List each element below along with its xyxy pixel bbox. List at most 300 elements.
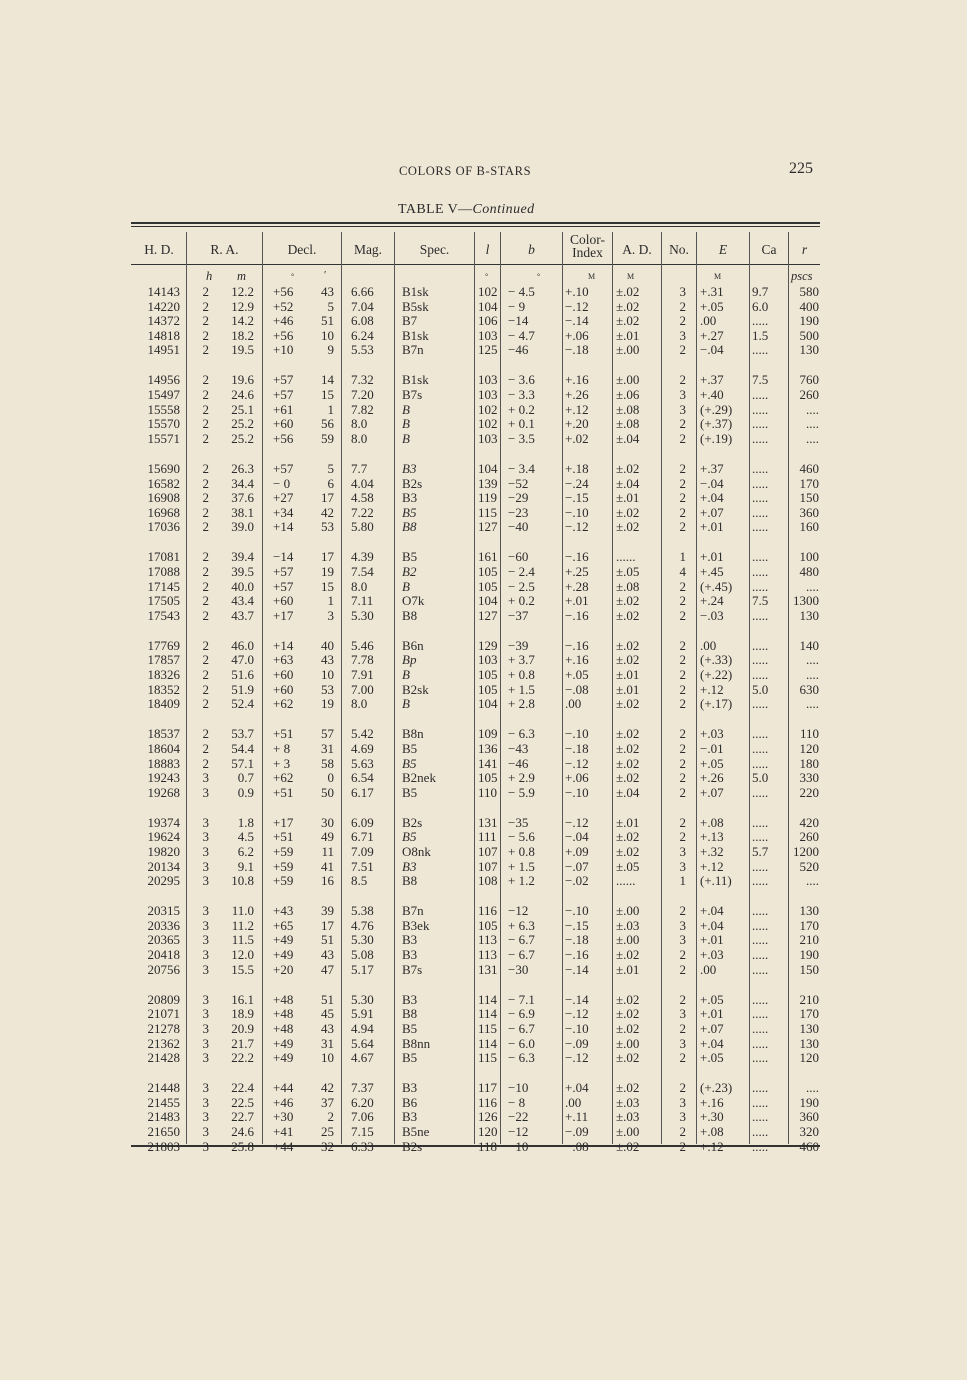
cell-ra-h: 3	[202, 1050, 209, 1066]
cell-mag: 5.64	[351, 1035, 374, 1051]
cell-ca: .....	[752, 814, 769, 830]
cell-l: 104	[478, 460, 498, 476]
cell-b: − 6.7	[508, 932, 535, 948]
header-ci-line2: Index	[572, 245, 603, 260]
cell-ad: ±.02	[616, 740, 640, 756]
cell-mag: 7.51	[351, 858, 374, 874]
cell-hd: 19243	[147, 770, 180, 786]
cell-decl-deg: + 3	[273, 755, 291, 771]
cell-hd: 16582	[147, 475, 180, 491]
cell-color-index: −.18	[565, 740, 589, 756]
cell-e: +.03	[700, 947, 724, 963]
cell-decl-min: 5	[327, 298, 334, 314]
cell-no: 2	[679, 961, 686, 977]
cell-color-index: −.10	[565, 903, 589, 919]
cell-mag: 5.30	[351, 932, 374, 948]
cell-b: − 2.4	[508, 564, 535, 579]
header-no: No.	[669, 242, 689, 257]
table-row	[0, 816, 967, 831]
cell-hd: 15690	[147, 460, 180, 476]
table-row	[0, 742, 967, 757]
cell-e: +.08	[700, 1124, 724, 1139]
cell-ra-m: 16.1	[231, 991, 254, 1007]
cell-hd: 21071	[147, 1006, 180, 1022]
cell-spec: B3	[402, 932, 418, 948]
cell-e: +.16	[700, 1094, 724, 1110]
cell-hd: 14372	[147, 313, 180, 329]
unit-ra-m: m	[237, 269, 247, 283]
cell-decl-deg: +17	[273, 607, 294, 623]
cell-color-index: +.16	[565, 652, 589, 668]
cell-hd: 21483	[147, 1109, 180, 1125]
cell-decl-deg: +59	[273, 873, 294, 889]
cell-no: 2	[679, 814, 686, 830]
cell-color-index: −.12	[565, 1050, 589, 1066]
cell-r: ....	[806, 1080, 819, 1096]
cell-ra-m: 40.0	[231, 578, 254, 594]
cell-decl-min: 5	[327, 460, 334, 476]
cell-b: + 3.7	[508, 652, 535, 668]
cell-decl-min: 57	[321, 726, 334, 742]
cell-hd: 18604	[147, 740, 180, 756]
cell-b: − 3.3	[508, 387, 535, 403]
cell-r: 130	[799, 607, 819, 623]
cell-decl-deg: +49	[273, 947, 294, 963]
cell-ad: ±.00	[616, 932, 640, 948]
cell-e: +.05	[700, 298, 724, 314]
cell-no: 2	[679, 578, 686, 594]
cell-mag: 7.78	[351, 652, 374, 668]
cell-color-index: −.07	[565, 858, 589, 874]
cell-hd: 21278	[147, 1020, 180, 1036]
cell-ra-h: 2	[202, 284, 209, 299]
cell-ca: .....	[752, 1006, 769, 1022]
table-row	[0, 300, 967, 315]
cell-decl-deg: +51	[273, 784, 294, 800]
cell-hd: 19624	[147, 829, 180, 845]
cell-b: − 8	[508, 1094, 526, 1110]
cell-e: (+.37)	[700, 416, 733, 432]
cell-mag: 5.17	[351, 961, 374, 977]
cell-ra-m: 11.0	[231, 903, 254, 919]
cell-e: +.01	[700, 549, 724, 565]
cell-decl-deg: +60	[273, 681, 294, 697]
cell-color-index: +.25	[565, 564, 589, 579]
cell-e: +.12	[700, 1138, 724, 1154]
cell-decl-min: 10	[321, 327, 334, 343]
cell-decl-deg: +57	[273, 578, 294, 594]
cell-b: − 7.1	[508, 991, 535, 1007]
cell-color-index: +.06	[565, 327, 589, 343]
cell-decl-min: 32	[321, 1138, 334, 1154]
cell-decl-min: 51	[321, 932, 334, 948]
cell-r: ....	[806, 696, 819, 712]
cell-l: 113	[478, 947, 498, 963]
cell-l: 105	[478, 564, 498, 579]
cell-decl-deg: +44	[273, 1138, 294, 1154]
cell-no: 2	[679, 903, 686, 919]
cell-color-index: −.14	[565, 313, 589, 329]
cell-ca: .....	[752, 696, 769, 712]
cell-spec: O7k	[402, 593, 425, 609]
cell-decl-deg: +51	[273, 726, 294, 742]
cell-ad: ±.02	[616, 519, 640, 535]
cell-ca: 6.0	[752, 298, 769, 314]
cell-no: 3	[679, 917, 686, 933]
table-row	[0, 491, 967, 506]
cell-ra-m: 53.7	[231, 726, 254, 742]
cell-no: 2	[679, 593, 686, 609]
cell-mag: 5.53	[351, 342, 374, 358]
cell-decl-deg: + 8	[273, 740, 291, 756]
cell-decl-min: 42	[321, 504, 334, 520]
cell-ca: .....	[752, 1035, 769, 1051]
cell-ca: .....	[752, 947, 769, 963]
cell-mag: 7.06	[351, 1109, 374, 1125]
cell-mag: 5.63	[351, 755, 374, 771]
cell-ca: .....	[752, 991, 769, 1007]
cell-mag: 4.76	[351, 917, 374, 933]
cell-decl-deg: +41	[273, 1124, 294, 1139]
cell-l: 125	[478, 342, 498, 358]
cell-ad: ±.02	[616, 1080, 640, 1096]
cell-e: (+.33)	[700, 652, 733, 668]
cell-r: 150	[799, 490, 819, 506]
cell-l: 105	[478, 681, 498, 697]
table-row	[0, 343, 967, 358]
cell-ra-m: 43.7	[231, 607, 254, 623]
cell-hd: 14143	[147, 284, 180, 299]
cell-b: −10	[508, 1138, 529, 1154]
cell-no: 2	[679, 313, 686, 329]
cell-color-index: −.24	[565, 475, 589, 491]
cell-ad: ±.01	[616, 961, 640, 977]
cell-ad: ±.02	[616, 755, 640, 771]
cell-ra-m: 47.0	[231, 652, 254, 668]
cell-color-index: −.10	[565, 1020, 589, 1036]
cell-mag: 6.08	[351, 313, 374, 329]
unit-b-deg: °	[537, 272, 541, 281]
table-row	[0, 285, 967, 300]
cell-ad: ±.02	[616, 593, 640, 609]
cell-l: 105	[478, 667, 498, 683]
table-title	[398, 202, 534, 218]
header-spec: Spec.	[419, 242, 450, 257]
cell-ca: .....	[752, 416, 769, 432]
cell-mag: 7.82	[351, 401, 374, 417]
table-title-continued: Continued	[472, 202, 535, 217]
cell-l: 103	[478, 430, 498, 446]
cell-l: 120	[478, 1124, 498, 1139]
cell-spec: B3ek	[402, 917, 430, 933]
cell-ca: .....	[752, 1050, 769, 1066]
cell-r: ....	[806, 578, 819, 594]
table-row	[0, 771, 967, 786]
unit-ra-h: h	[206, 269, 213, 283]
cell-r: 110	[799, 726, 819, 742]
cell-ad: ±.00	[616, 1035, 640, 1051]
cell-color-index: −.12	[565, 755, 589, 771]
table-row	[0, 639, 967, 654]
cell-b: + 1.2	[508, 873, 535, 889]
cell-ra-m: 43.4	[231, 593, 254, 609]
cell-no: 2	[679, 1124, 686, 1139]
cell-decl-min: 41	[321, 858, 334, 874]
cell-color-index: +.28	[565, 578, 589, 594]
cell-ad: ±.03	[616, 1109, 640, 1125]
cell-ra-m: 51.6	[231, 667, 254, 683]
cell-decl-deg: +62	[273, 696, 294, 712]
cell-e: −.04	[700, 475, 724, 491]
cell-spec: B8nn	[402, 1035, 431, 1051]
cell-color-index: −.10	[565, 726, 589, 742]
cell-hd: 17543	[147, 607, 180, 623]
table-row	[0, 1007, 967, 1022]
cell-ra-h: 3	[202, 858, 209, 874]
cell-mag: 6.24	[351, 327, 374, 343]
table-row	[0, 904, 967, 919]
cell-hd: 15558	[147, 401, 180, 417]
cell-l: 102	[478, 401, 498, 417]
cell-e: (+.19)	[700, 430, 733, 446]
cell-ra-h: 3	[202, 770, 209, 786]
cell-decl-deg: +59	[273, 844, 294, 859]
cell-decl-min: 1	[327, 401, 334, 417]
cell-e: +.04	[700, 917, 724, 933]
cell-r: 400	[799, 298, 819, 314]
cell-ra-h: 3	[202, 1094, 209, 1110]
table-row	[0, 609, 967, 624]
table-row	[0, 1096, 967, 1111]
cell-ca: .....	[752, 460, 769, 476]
cell-ra-h: 3	[202, 917, 209, 933]
cell-mag: 5.46	[351, 637, 374, 653]
cell-ad: ±.02	[616, 607, 640, 623]
cell-ca: .....	[752, 578, 769, 594]
cell-ra-h: 2	[202, 726, 209, 742]
cell-l: 161	[478, 549, 498, 565]
cell-decl-deg: +60	[273, 416, 294, 432]
cell-b: − 6.9	[508, 1006, 535, 1022]
cell-decl-deg: +57	[273, 372, 294, 388]
cell-ca: .....	[752, 607, 769, 623]
cell-ca: .....	[752, 387, 769, 403]
cell-e: −.03	[700, 607, 724, 623]
cell-ca: .....	[752, 342, 769, 358]
cell-ra-h: 2	[202, 401, 209, 417]
cell-hd: 17857	[147, 652, 180, 668]
cell-color-index: −.14	[565, 961, 589, 977]
cell-decl-deg: +65	[273, 917, 294, 933]
cell-b: + 1.5	[508, 858, 535, 874]
cell-decl-deg: +46	[273, 1094, 294, 1110]
cell-hd: 21448	[147, 1080, 180, 1096]
cell-ra-h: 2	[202, 637, 209, 653]
cell-b: −30	[508, 961, 529, 977]
cell-b: −14	[508, 313, 529, 329]
cell-ad: ±.02	[616, 991, 640, 1007]
cell-color-index: −.14	[565, 991, 589, 1007]
cell-b: − 9	[508, 298, 526, 314]
cell-ra-h: 2	[202, 490, 209, 506]
cell-b: + 0.8	[508, 844, 535, 859]
cell-no: 3	[679, 387, 686, 403]
cell-hd: 21650	[147, 1124, 180, 1139]
cell-spec: B3	[402, 858, 417, 874]
cell-hd: 17145	[147, 578, 180, 594]
cell-ra-m: 0.9	[237, 784, 254, 800]
cell-ra-h: 3	[202, 961, 209, 977]
cell-decl-min: 45	[321, 1006, 334, 1022]
cell-mag: 5.30	[351, 991, 374, 1007]
cell-r: 180	[799, 755, 819, 771]
cell-l: 114	[478, 1006, 498, 1022]
cell-e: +.37	[700, 460, 724, 476]
cell-ca: .....	[752, 873, 769, 889]
cell-ca: 1.5	[752, 327, 769, 343]
cell-ra-h: 2	[202, 416, 209, 432]
cell-color-index: −.16	[565, 549, 589, 565]
cell-ra-h: 2	[202, 460, 209, 476]
cell-ad: ±.04	[616, 784, 640, 800]
cell-no: 2	[679, 947, 686, 963]
header-ci-line1: Color-	[570, 232, 605, 247]
table-row	[0, 565, 967, 580]
cell-r: 190	[799, 947, 819, 963]
cell-ra-h: 2	[202, 504, 209, 520]
cell-decl-deg: +62	[273, 770, 294, 786]
cell-ca: .....	[752, 1080, 769, 1096]
cell-decl-deg: +10	[273, 342, 294, 358]
cell-decl-deg: +59	[273, 858, 294, 874]
header-ra: R. A.	[210, 242, 239, 257]
cell-no: 3	[679, 327, 686, 343]
cell-no: 2	[679, 1050, 686, 1066]
cell-decl-deg: +57	[273, 460, 294, 476]
cell-mag: 4.39	[351, 549, 374, 565]
cell-ca: .....	[752, 1109, 769, 1125]
cell-spec: B5	[402, 740, 418, 756]
cell-e: (+.45)	[700, 578, 733, 594]
cell-ra-h: 2	[202, 519, 209, 535]
cell-ad: ±.02	[616, 460, 640, 476]
cell-b: − 5.6	[508, 829, 535, 845]
cell-hd: 20418	[147, 947, 180, 963]
cell-ad: ±.02	[616, 829, 640, 845]
cell-no: 3	[679, 1094, 686, 1110]
cell-decl-min: 6	[327, 475, 334, 491]
table-title-main: TABLE V—	[398, 202, 473, 217]
cell-l: 107	[478, 858, 498, 874]
cell-ra-m: 39.0	[231, 519, 254, 535]
cell-color-index: .00	[565, 1094, 582, 1110]
cell-color-index: −.16	[565, 947, 589, 963]
cell-l: 116	[478, 903, 498, 919]
cell-no: 2	[679, 784, 686, 800]
cell-no: 3	[679, 858, 686, 874]
cell-decl-deg: +56	[273, 327, 294, 343]
cell-decl-min: 53	[321, 519, 334, 535]
cell-ra-h: 3	[202, 873, 209, 889]
cell-no: 1	[679, 873, 686, 889]
cell-no: 2	[679, 829, 686, 845]
cell-ra-m: 12.0	[231, 947, 254, 963]
cell-e: +.05	[700, 1050, 724, 1066]
cell-ad: ±.02	[616, 504, 640, 520]
cell-ca: .....	[752, 932, 769, 948]
header-l: l	[485, 242, 490, 257]
cell-ra-h: 3	[202, 1138, 209, 1154]
cell-r: 140	[799, 637, 819, 653]
cell-b: − 3.5	[508, 430, 535, 446]
cell-no: 2	[679, 652, 686, 668]
cell-ra-h: 3	[202, 1006, 209, 1022]
cell-r: 160	[799, 519, 819, 535]
cell-e: +.01	[700, 932, 724, 948]
cell-no: 4	[679, 564, 686, 579]
cell-ca: .....	[752, 858, 769, 874]
unit-r: pscs	[791, 269, 813, 283]
cell-l: 114	[478, 1035, 498, 1051]
cell-hd: 20336	[147, 917, 180, 933]
cell-ca: .....	[752, 652, 769, 668]
cell-r: 260	[799, 829, 819, 845]
cell-no: 2	[679, 490, 686, 506]
cell-spec: B5	[402, 549, 418, 565]
cell-b: −37	[508, 607, 529, 623]
cell-e: +.45	[700, 564, 724, 579]
cell-b: − 6.3	[508, 1050, 535, 1066]
cell-ca: 5.7	[752, 844, 769, 859]
cell-ra-h: 3	[202, 1080, 209, 1096]
cell-ra-h: 3	[202, 844, 209, 859]
cell-ra-m: 12.9	[231, 298, 254, 314]
cell-no: 2	[679, 416, 686, 432]
cell-e: +.37	[700, 372, 724, 388]
cell-ra-m: 18.9	[231, 1006, 254, 1022]
cell-ca: .....	[752, 490, 769, 506]
cell-ra-m: 11.2	[231, 917, 254, 933]
cell-ad: ±.01	[616, 681, 640, 697]
cell-e: +.13	[700, 829, 724, 845]
cell-decl-deg: +20	[273, 961, 294, 977]
cell-ad: ±.00	[616, 1124, 640, 1139]
unit-decl-deg: °	[291, 272, 295, 281]
cell-decl-deg: +48	[273, 991, 294, 1007]
cell-spec: B2s	[402, 475, 423, 491]
cell-spec: B3	[402, 490, 418, 506]
unit-ad: M	[627, 272, 635, 281]
cell-l: 115	[478, 1020, 498, 1036]
cell-decl-deg: +27	[273, 490, 294, 506]
cell-e: +.40	[700, 387, 724, 403]
cell-mag: 5.08	[351, 947, 374, 963]
table-row	[0, 417, 967, 432]
cell-hd: 20315	[147, 903, 180, 919]
cell-color-index: −.08	[565, 681, 589, 697]
unit-decl-min: ′	[324, 269, 327, 281]
cell-spec: O8nk	[402, 844, 431, 859]
cell-hd: 18409	[147, 696, 180, 712]
cell-ra-h: 2	[202, 667, 209, 683]
cell-hd: 20365	[147, 932, 180, 948]
cell-e: (+.22)	[700, 667, 733, 683]
cell-hd: 16968	[147, 504, 180, 520]
cell-decl-min: 30	[321, 814, 334, 830]
cell-e: +.31	[700, 284, 724, 299]
cell-ra-m: 54.4	[231, 740, 254, 756]
cell-decl-min: 56	[321, 416, 334, 432]
